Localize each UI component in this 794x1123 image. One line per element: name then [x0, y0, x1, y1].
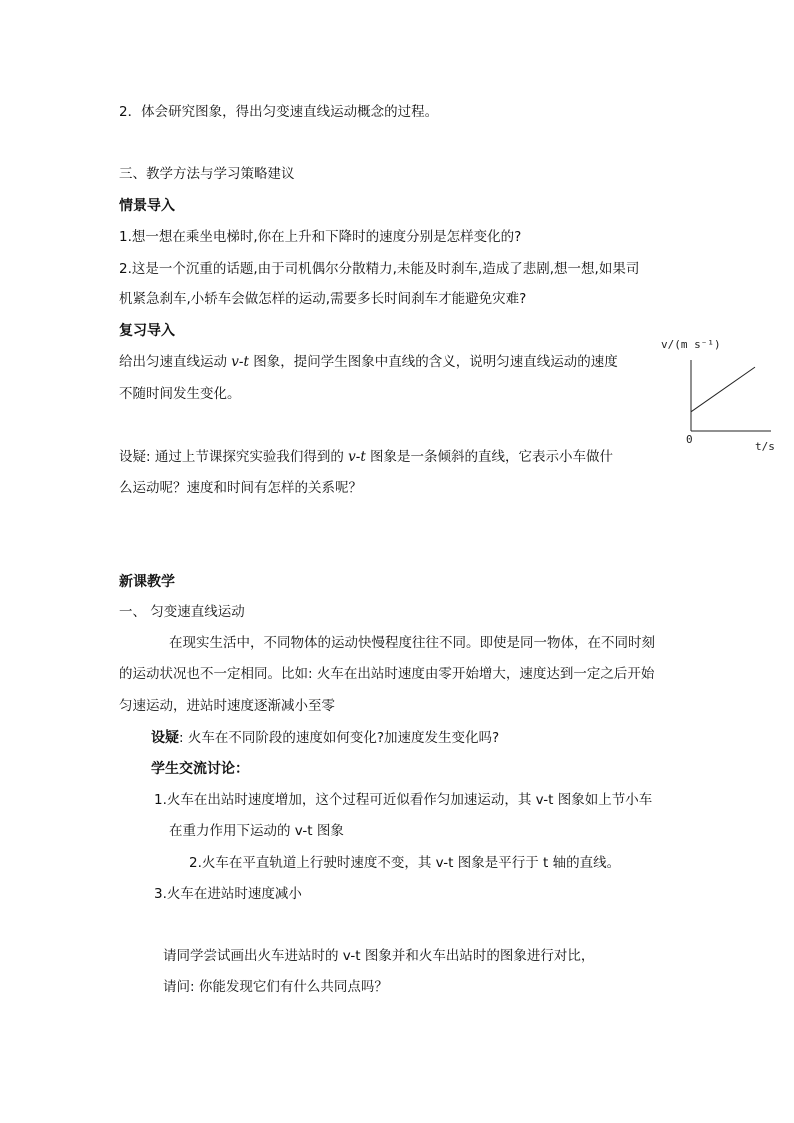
scenario-item-1: 1.想一想在乘坐电梯时,你在上升和下降时的速度分别是怎样变化的?	[119, 229, 522, 245]
body-paragraph-line1: 在现实生活中，不同物体的运动快慢程度往往不同。即使是同一物体，在不同时刻	[169, 635, 655, 651]
subsection-1-heading: 一、 匀变速直线运动	[119, 604, 245, 620]
question-text-part: 设疑: 通过上节课探究实验我们得到的	[119, 449, 349, 465]
discussion-item-1-line1: 1.火车在出站时速度增加，这个过程可近似看作匀加速运动，其 v-t 图象如上节小车	[154, 792, 653, 808]
discussion-item-1-line2: 在重力作用下运动的 v-t 图象	[169, 823, 344, 839]
question-train	[151, 728, 499, 748]
origin-label: 0	[686, 433, 693, 446]
body-paragraph-line2: 的运动状况也不一定相同。比如: 火车在出站时速度由零开始增大，速度达到一定之后开始	[119, 666, 655, 682]
vt-graph	[655, 330, 785, 460]
question-text-part: 图象是一条倾斜的直线，它表示小车做什	[365, 449, 614, 465]
discussion-heading: 学生交流讨论：	[151, 761, 249, 777]
exercise-line1: 请同学尝试画出火车进站时的 v-t 图象并和火车出站时的图象进行对比，	[163, 948, 595, 964]
vt-symbol: v-t	[231, 354, 249, 370]
body-paragraph-line3: 匀速运动，进站时速度逐渐减小至零	[119, 698, 335, 714]
question-line1	[119, 447, 613, 467]
x-axis-label: t/s	[755, 440, 775, 453]
series-line	[691, 367, 755, 412]
review-text-line2: 不随时间发生变化。	[119, 386, 241, 402]
objective-2: 2．体会研究图象，得出匀变速直线运动概念的过程。	[119, 104, 439, 120]
discussion-item-2: 2.火车在平直轨道上行驶时速度不变，其 v-t 图象是平行于 t 轴的直线。	[189, 855, 621, 871]
review-intro-heading: 复习导入	[119, 323, 175, 339]
question-label: 设疑	[151, 730, 179, 746]
discussion-item-3: 3.火车在进站时速度减小	[154, 886, 302, 902]
question-line2: 么运动呢？速度和时间有怎样的关系呢？	[119, 480, 362, 496]
new-lesson-heading: 新课教学	[119, 574, 175, 590]
section-3-heading: 三、教学方法与学习策略建议	[119, 166, 295, 182]
question-train-text: : 火车在不同阶段的速度如何变化?加速度发生变化吗?	[179, 730, 500, 746]
exercise-line2: 请问: 你能发现它们有什么共同点吗？	[163, 979, 388, 995]
review-text-part: 图象，提问学生图象中直线的含义，说明匀速直线运动的速度	[248, 354, 618, 370]
scenario-item-2-line2: 机紧急刹车,小轿车会做怎样的运动,需要多长时间刹车才能避免灾难?	[119, 291, 527, 307]
review-text-part: 给出匀速直线运动	[119, 354, 232, 370]
y-axis-label: v/(m s⁻¹)	[661, 338, 721, 351]
scenario-intro-heading: 情景导入	[119, 198, 175, 214]
vt-symbol: v-t	[348, 449, 366, 465]
review-text-line1	[119, 352, 618, 372]
scenario-item-2-line1: 2.这是一个沉重的话题,由于司机偶尔分散精力,未能及时刹车,造成了悲剧,想一想,如果司	[119, 261, 640, 277]
